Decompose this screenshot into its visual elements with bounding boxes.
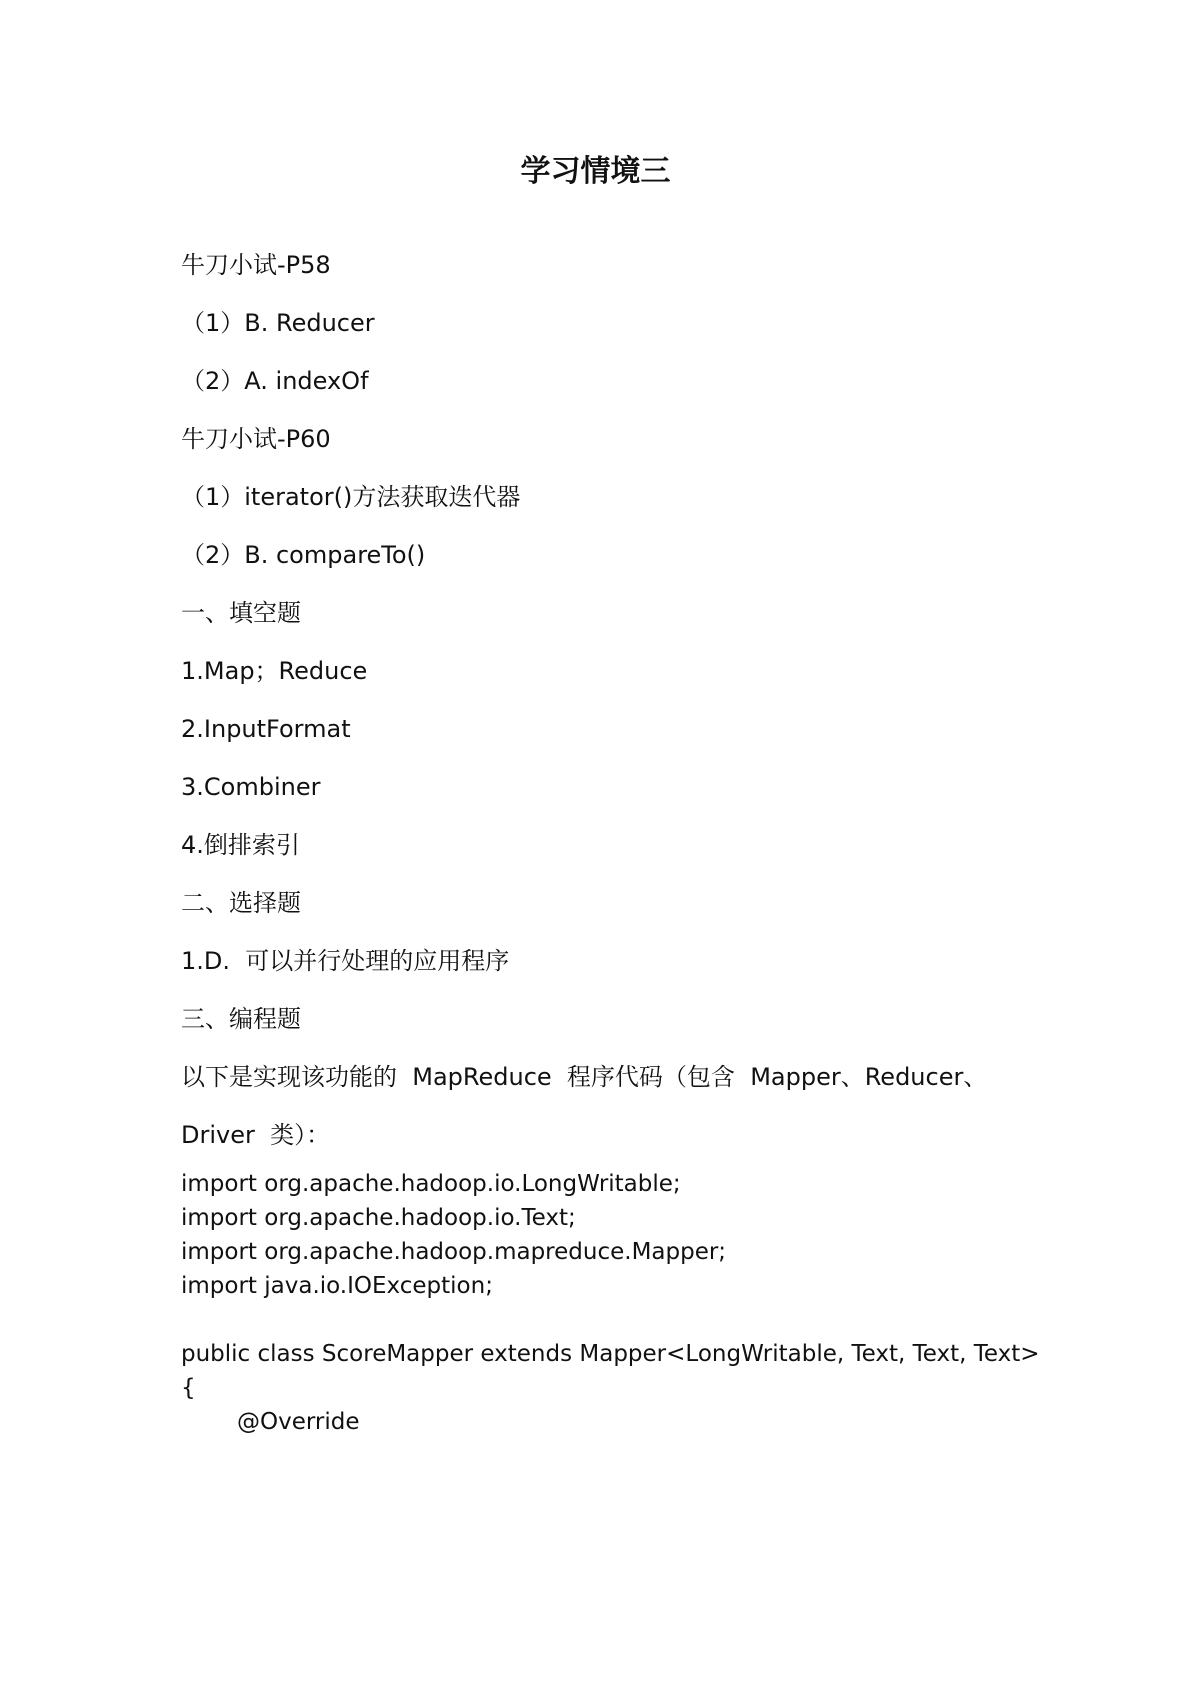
code-line: @Override bbox=[237, 1409, 360, 1435]
page-title: 学习情境三 bbox=[520, 154, 671, 189]
answer-line: （1）iterator()方法获取迭代器 bbox=[181, 483, 521, 511]
code-line: { bbox=[181, 1375, 196, 1401]
answer-line: 4.倒排索引 bbox=[181, 831, 300, 859]
paragraph-line: 以下是实现该功能的 MapReduce 程序代码（包含 Mapper、Reducer、 bbox=[181, 1063, 988, 1091]
code-line: import org.apache.hadoop.io.Text; bbox=[181, 1205, 576, 1231]
answer-line: 3.Combiner bbox=[181, 773, 321, 801]
answer-line: （1）B. Reducer bbox=[181, 309, 375, 337]
answer-line: 2.InputFormat bbox=[181, 715, 351, 743]
answer-line: 1.Map；Reduce bbox=[181, 657, 368, 685]
section-heading-p58: 牛刀小试-P58 bbox=[181, 251, 331, 279]
section-heading-p60: 牛刀小试-P60 bbox=[181, 425, 331, 453]
code-line: import org.apache.hadoop.io.LongWritable; bbox=[181, 1171, 681, 1197]
section-heading-programming: 三、编程题 bbox=[181, 1005, 301, 1033]
code-line: import java.io.IOException; bbox=[181, 1273, 493, 1299]
answer-line: （2）A. indexOf bbox=[181, 367, 369, 395]
paragraph-line: Driver 类）： bbox=[181, 1121, 331, 1149]
answer-line: （2）B. compareTo() bbox=[181, 541, 426, 569]
answer-line: 1.D. 可以并行处理的应用程序 bbox=[181, 947, 510, 975]
code-line: import org.apache.hadoop.mapreduce.Mapper; bbox=[181, 1239, 727, 1265]
code-line: public class ScoreMapper extends Mapper<LongWritable, Text, Text, Text> bbox=[181, 1341, 1040, 1367]
section-heading-choice: 二、选择题 bbox=[181, 889, 301, 917]
section-heading-fill-blank: 一、填空题 bbox=[181, 599, 301, 627]
